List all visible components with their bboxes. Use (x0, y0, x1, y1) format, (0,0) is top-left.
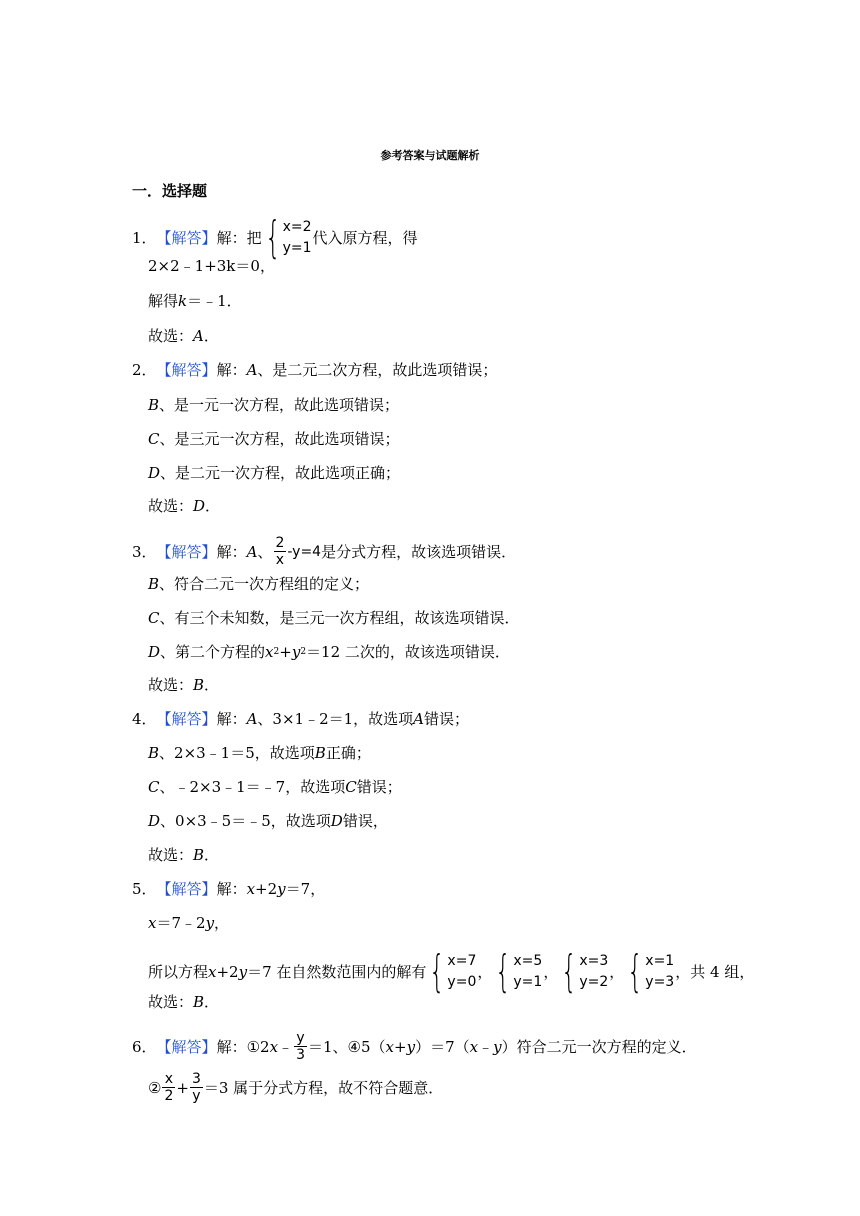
q5-answer-choice: B (193, 993, 205, 1011)
q1-l3-end: ＝﹣1． (187, 292, 242, 310)
q3-option-b-text: 、符合二元一次方程组的定义； (159, 575, 370, 593)
q6-f1-denominator: 3 (296, 1047, 305, 1063)
q4-option-c-letter: C (148, 778, 160, 796)
q4-option-d-text: 、0×3﹣5＝﹣5，故选项 (160, 812, 331, 830)
q4-option-a-end: 错误； (424, 710, 470, 728)
q2-intro: 解： (216, 361, 247, 379)
q2-line-d (148, 463, 400, 483)
q6-circled-4: ④ (347, 1037, 361, 1056)
q3-answer (148, 675, 219, 695)
q4-number: 4． (132, 710, 157, 728)
q4-answer-tag: 【解答】 (156, 710, 217, 728)
q5-l3-x: x (208, 963, 217, 981)
q1-sys-y: y=1 (282, 240, 312, 256)
q2-option-c-letter: C (148, 430, 160, 448)
q4-line-c (148, 777, 402, 797)
q5-l3-end: 共 4 组， (690, 963, 755, 981)
q2-answer-choice: D (193, 497, 206, 515)
q4-answer (148, 845, 219, 865)
q2-option-d-text: 、是二元一次方程，故此选项正确； (160, 464, 401, 482)
q1-answer-end: ． (203, 327, 219, 345)
q3-option-c-text: 、有三个未知数，是三元一次方程组，故该选项错误． (159, 609, 520, 627)
q2-answer-end: ． (205, 497, 221, 515)
q1-line-2: 2×2﹣1+3k＝0， (148, 257, 275, 275)
q2-line-1 (132, 360, 497, 380)
q5-answer (148, 992, 219, 1012)
q3-option-a-text: 是分式方程，故该选项错误． (321, 542, 517, 561)
q6-line-2 (148, 1071, 443, 1104)
section-heading: 一．选择题 (132, 182, 208, 200)
brace-symbol: { (627, 946, 643, 997)
q5-sol1-y: y=0 (447, 974, 477, 990)
q6-p2-end: ＝3 属于分式方程，故不符合题意． (203, 1078, 444, 1097)
q4-intro: 解： (216, 710, 247, 728)
q5-number: 5． (132, 880, 157, 898)
q4-option-d-letter: D (148, 812, 161, 830)
q4-option-c-end: 错误； (356, 778, 402, 796)
q3-answer-end: ． (204, 676, 220, 694)
q6-p1-minus: ﹣ (278, 1037, 294, 1056)
q4-option-b-letter: B (148, 744, 160, 762)
q4-line-1 (132, 709, 469, 729)
q6-plus: + (176, 1078, 189, 1097)
q5-line-2 (148, 913, 229, 933)
q6-f1-numerator: y (296, 1030, 305, 1046)
q5-l2-y: y (205, 914, 215, 932)
q4-option-b-end: 正确； (325, 744, 371, 762)
q3-d-plus: + (279, 643, 292, 661)
q6-fraction-2 (162, 1071, 175, 1104)
q5-intro: 解： (216, 880, 247, 898)
q4-option-a-ref: A (413, 710, 425, 728)
q4-option-d-end: 错误， (342, 812, 388, 830)
q5-solution-4 (625, 946, 675, 997)
q5-line-1 (132, 879, 325, 899)
q2-answer (148, 496, 220, 516)
q2-option-a-letter: A (246, 361, 258, 379)
q5-sep-1: ， (477, 963, 493, 981)
q3-frac-numerator: 2 (275, 535, 285, 551)
q3-frac-denominator: x (275, 552, 285, 568)
q2-line-c (148, 429, 400, 449)
q6-p4-b: ）＝7（ (415, 1037, 470, 1056)
q1-equation-system (263, 212, 312, 263)
q1-intro: 解：把 (216, 229, 262, 247)
q5-sol4-y: y=3 (645, 974, 675, 990)
q3-option-d-letter: D (148, 643, 161, 661)
q5-l3-mid: +2 (216, 963, 239, 981)
q5-solution-1 (427, 946, 477, 997)
q5-solution-2 (493, 946, 543, 997)
q5-l1-y: y (277, 880, 286, 898)
q3-intro: 解： (216, 542, 247, 561)
q3-d-y: y (291, 643, 301, 661)
q1-number: 1． (132, 229, 157, 247)
q5-l1-mid: +2 (255, 880, 278, 898)
q6-f3-denominator: y (192, 1088, 201, 1104)
q4-option-c-text: 、﹣2×3﹣1＝﹣7，故选项 (159, 778, 346, 796)
q5-l1-x: x (246, 880, 256, 898)
q1-answer-label: 故选： (148, 327, 194, 345)
q3-line-d: D 、第二个方程的 x 2 + y 2 ＝12 二次的，故该选项错误． (148, 643, 510, 661)
q3-answer-choice: B (193, 676, 205, 694)
q4-option-a-letter: A (246, 710, 258, 728)
q6-p1-coef: 2 (260, 1037, 270, 1056)
q1-line-3 (148, 291, 242, 311)
q6-p4-y2: y (493, 1037, 502, 1056)
q4-option-d-ref: D (330, 812, 343, 830)
q5-answer-tag: 【解答】 (156, 880, 217, 898)
q3-d-x: x (265, 643, 274, 661)
q3-option-b-letter: B (148, 575, 160, 593)
q6-p4-end: ）符合二元一次方程的定义． (501, 1037, 697, 1056)
q2-option-c-text: 、是三元一次方程，故此选项错误； (159, 430, 400, 448)
q4-answer-choice: B (193, 846, 205, 864)
q4-option-b-text: 、2×3﹣1＝5，故选项 (159, 744, 315, 762)
q5-sol2-x: x=5 (513, 953, 543, 969)
q6-p4-y: y (406, 1037, 416, 1056)
q6-fraction-3 (190, 1071, 203, 1104)
q3-line-c (148, 608, 520, 628)
q1-answer-choice: A (193, 327, 204, 345)
q5-line-3 (148, 946, 755, 997)
q5-answer-end: ． (204, 993, 220, 1011)
q5-l2-mid: ＝7﹣2 (156, 914, 206, 932)
q6-f2-numerator: x (164, 1071, 174, 1087)
q6-line-1 (132, 1030, 697, 1063)
q5-sol3-y: y=2 (579, 974, 609, 990)
q3-number: 3． (132, 542, 157, 561)
q6-p4-x: x (385, 1037, 394, 1056)
brace-symbol: { (264, 212, 281, 263)
q6-intro: 解： (216, 1037, 247, 1056)
q6-p4-plus: + (394, 1037, 407, 1056)
q2-answer-label: 故选： (148, 497, 194, 515)
q1-line-1 (132, 212, 418, 263)
q5-l2-end: ， (214, 914, 230, 932)
q5-l2-x: x (148, 914, 157, 932)
q5-sep-3: ， (609, 963, 625, 981)
q2-line-b (148, 395, 399, 415)
q3-line-b (148, 574, 369, 594)
brace-symbol: { (561, 946, 578, 997)
q3-option-c-letter: C (148, 609, 160, 627)
q6-p4-minus: ﹣ (478, 1037, 494, 1056)
q6-p4-x2: x (469, 1037, 479, 1056)
brace-symbol: { (429, 946, 446, 997)
q5-sep-2: ， (543, 963, 559, 981)
q6-answer-tag: 【解答】 (156, 1037, 217, 1056)
q5-sep-4: ， (675, 963, 691, 981)
q5-sol1-x: x=7 (447, 953, 477, 969)
q1-after: 代入原方程，得 (312, 229, 418, 247)
q5-answer-label: 故选： (148, 993, 194, 1011)
q3-option-d-text: ＝12 二次的，故该选项错误． (306, 643, 510, 661)
q5-l1-end: ＝7， (285, 880, 326, 898)
q5-l3-text-2: ＝7 在自然数范围内的解有 (247, 963, 427, 981)
brace-symbol: { (495, 946, 512, 997)
q3-equation-rest: -y=4 (287, 543, 322, 560)
q1-l3-k: k (178, 292, 188, 310)
q6-p1-x: x (269, 1037, 279, 1056)
q2-option-a-text: 、是二元二次方程，故此选项错误； (257, 361, 498, 379)
q6-number: 6． (132, 1037, 157, 1056)
q3-line-1 (132, 535, 516, 568)
q3-option-a-sep: 、 (257, 542, 273, 561)
q5-l3-y: y (238, 963, 248, 981)
q3-option-d-pre: 、第二个方程的 (160, 643, 266, 661)
q4-option-a-text: 、3×1﹣2＝1，故选项 (257, 710, 414, 728)
q1-answer-tag: 【解答】 (156, 229, 217, 247)
q3-answer-tag: 【解答】 (156, 542, 217, 561)
q4-answer-end: ． (204, 846, 220, 864)
q4-option-b-ref: B (314, 744, 326, 762)
q2-number: 2． (132, 361, 157, 379)
q6-circled-2: ② (148, 1078, 162, 1097)
q4-line-b (148, 743, 371, 763)
q4-line-d (148, 811, 388, 831)
q2-option-d-letter: D (148, 464, 161, 482)
q1-answer (148, 326, 219, 346)
q6-p4-a: 5（ (360, 1037, 386, 1056)
q6-circled-1: ① (246, 1037, 261, 1056)
q2-option-b-text: 、是一元一次方程，故此选项错误； (159, 396, 400, 414)
q6-f2-denominator: 2 (164, 1088, 174, 1104)
q2-option-b-letter: B (148, 396, 160, 414)
q6-f3-numerator: 3 (191, 1071, 201, 1087)
q6-p1-end: ＝1、 (307, 1037, 348, 1056)
q5-sol4-x: x=1 (645, 953, 675, 969)
page-title: 参考答案与试题解析 (380, 149, 480, 162)
q5-sol3-x: x=3 (579, 953, 609, 969)
q3-option-a-letter: A (246, 542, 258, 561)
q3-answer-label: 故选： (148, 676, 194, 694)
q5-l3-text: 所以方程 (148, 963, 209, 981)
q5-solution-3 (559, 946, 609, 997)
q4-option-c-ref: C (345, 778, 357, 796)
q3-fraction (273, 535, 286, 568)
q5-sol2-y: y=1 (513, 974, 543, 990)
q2-answer-tag: 【解答】 (156, 361, 217, 379)
q1-sys-x: x=2 (282, 219, 312, 235)
q4-answer-label: 故选： (148, 846, 194, 864)
q6-fraction-1 (294, 1030, 307, 1063)
q1-l3-text: 解得 (148, 292, 179, 310)
